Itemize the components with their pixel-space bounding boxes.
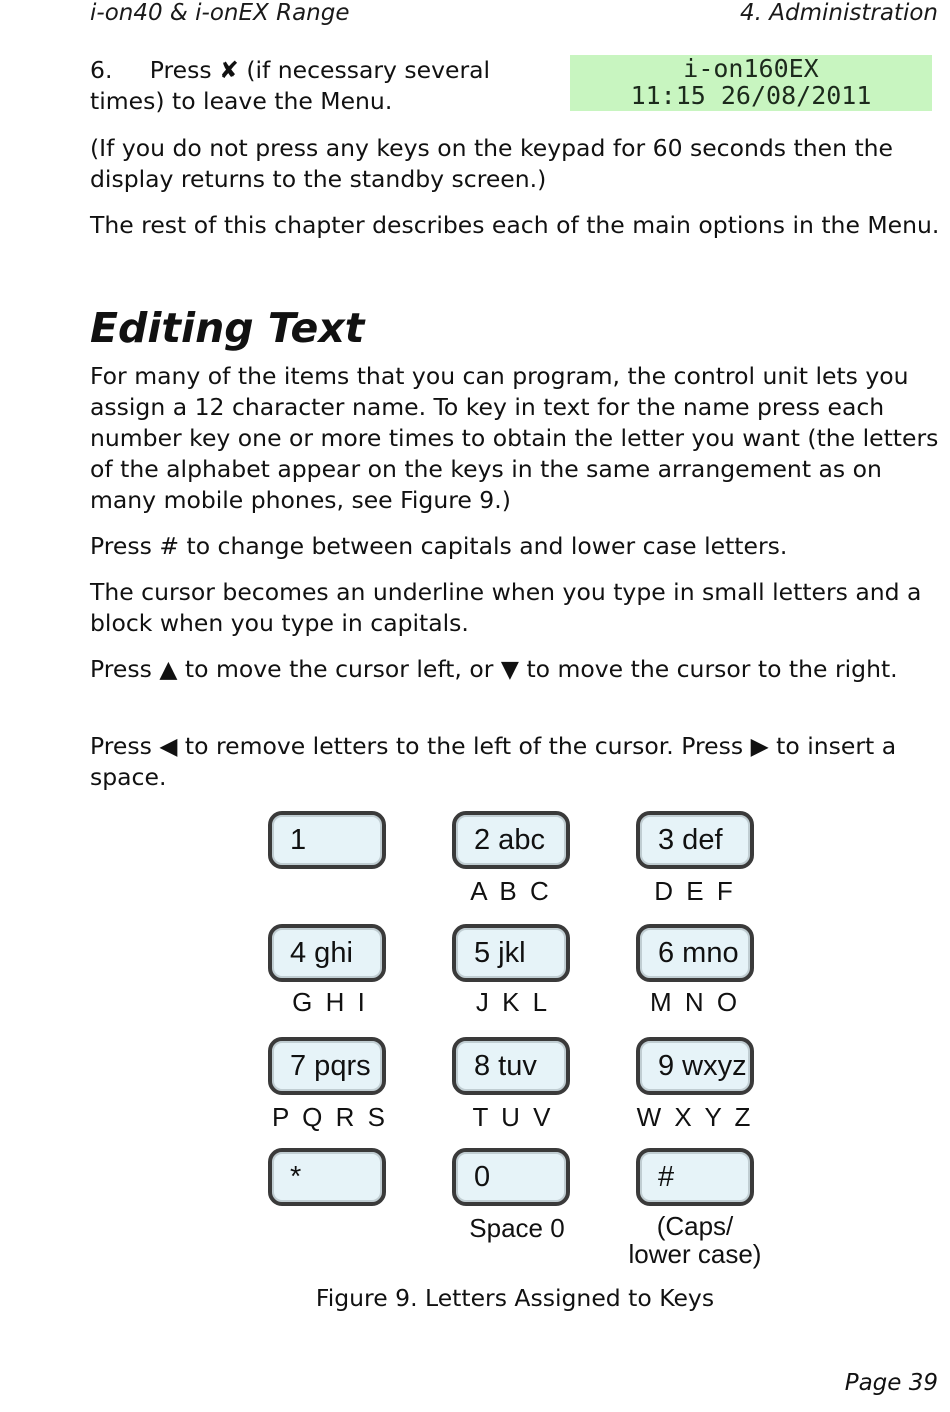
step-number: 6. bbox=[90, 56, 113, 84]
cross-key-icon: ✘ bbox=[219, 56, 239, 84]
intro-paragraph: For many of the items that you can program, the control unit lets you assign a 12 character name. To key in text for the name press each number key one or more times to obtain the letter you want (the letters of the alphabet appear on the keys in the same arrangement as on many mobile phones, see Figure 9.) bbox=[90, 362, 939, 514]
key-hash-letters: (Caps/ lower case) bbox=[628, 1211, 762, 1269]
key-2-letters: A B C bbox=[470, 876, 552, 906]
key-8: 8 tuv bbox=[452, 1037, 570, 1095]
key-hash: # bbox=[636, 1148, 754, 1206]
cursor-paragraph: The cursor becomes an underline when you type in small letters and a block when you type in capitals. bbox=[90, 578, 922, 637]
rest-paragraph: The rest of this chapter describes each of the main options in the Menu. bbox=[90, 211, 940, 239]
key-0-letters: Space 0 bbox=[469, 1213, 565, 1243]
page-number: Page 39 bbox=[844, 1370, 938, 1396]
left-arrow-icon: ◀ bbox=[159, 732, 178, 760]
key-2: 2 abc bbox=[452, 811, 570, 869]
key-7: 7 pqrs bbox=[268, 1037, 386, 1095]
timeout-paragraph: (If you do not press any keys on the keypad for 60 seconds then the display returns to the standby screen.) bbox=[90, 134, 894, 193]
key-6: 6 mno bbox=[636, 924, 754, 982]
running-header-left: i-on40 & i-onEX Range bbox=[90, 0, 350, 26]
key-5: 5 jkl bbox=[452, 924, 570, 982]
move-paragraph: Press ▲ to move the cursor left, or ▼ to move the cursor to the right. bbox=[90, 655, 898, 683]
down-arrow-icon: ▼ bbox=[500, 655, 519, 683]
figure-caption: Figure 9. Letters Assigned to Keys bbox=[315, 1284, 715, 1312]
key-6-letters: M N O bbox=[649, 987, 741, 1017]
key-0: 0 bbox=[452, 1148, 570, 1206]
lcd-line-1: i-on160EX bbox=[683, 54, 819, 83]
lcd-line-2: 11:15 26/08/2011 bbox=[630, 81, 872, 110]
running-header-right: 4. Administration bbox=[740, 0, 938, 26]
key-3-letters: D E F bbox=[654, 876, 736, 906]
key-5-letters: J K L bbox=[475, 987, 551, 1017]
key-4: 4 ghi bbox=[268, 924, 386, 982]
key-8-letters: T U V bbox=[472, 1102, 554, 1132]
remove-paragraph: Press ◀ to remove letters to the left of the cursor. Press ▶ to insert a space. bbox=[90, 732, 897, 791]
key-9: 9 wxyz bbox=[636, 1037, 754, 1095]
lcd-display bbox=[570, 55, 932, 111]
key-1: 1 bbox=[268, 811, 386, 869]
key-star: * bbox=[268, 1148, 386, 1206]
key-3: 3 def bbox=[636, 811, 754, 869]
key-7-letters: P Q R S bbox=[272, 1102, 388, 1132]
right-arrow-icon: ▶ bbox=[750, 732, 769, 760]
section-heading: Editing Text bbox=[90, 304, 365, 352]
up-arrow-icon: ▲ bbox=[159, 655, 178, 683]
step-6: 6. Press ✘ (if necessary several times) to leave the Menu. bbox=[90, 56, 491, 115]
hash-paragraph: Press # to change between capitals and lower case letters. bbox=[90, 532, 788, 560]
key-4-letters: G H I bbox=[292, 987, 368, 1017]
key-9-letters: W X Y Z bbox=[636, 1102, 754, 1132]
